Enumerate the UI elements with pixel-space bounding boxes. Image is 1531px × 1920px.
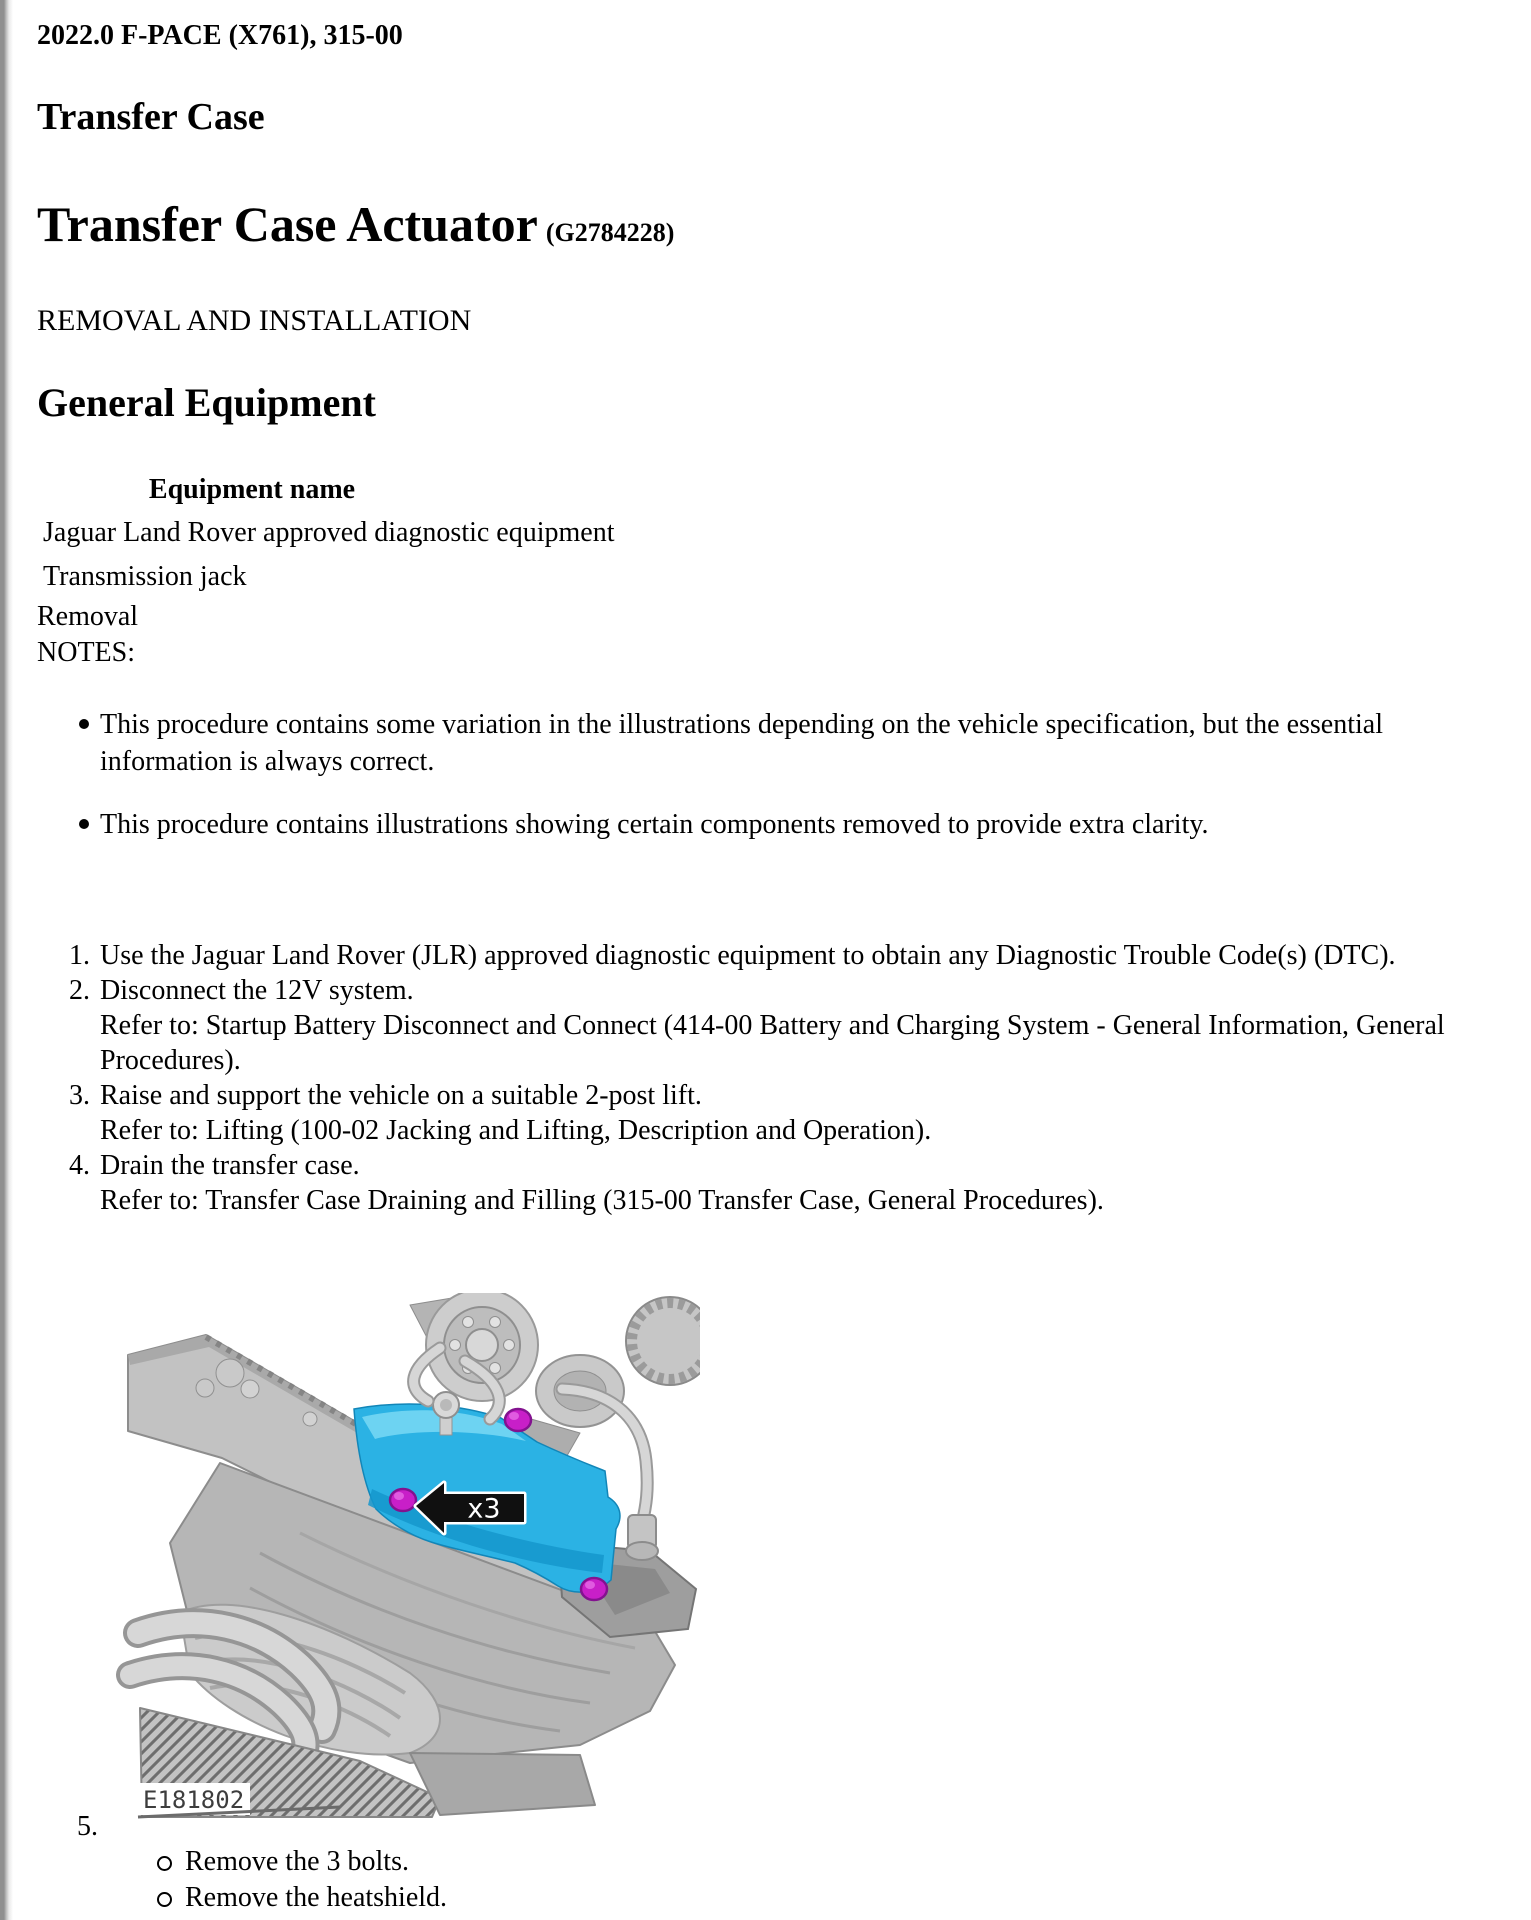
step-number: 3. xyxy=(69,1080,90,1111)
step-text: Disconnect the 12V system. xyxy=(100,975,414,1006)
step-number: 1. xyxy=(69,940,90,971)
note-text: This procedure contains illustrations showing certain components removed to provide extra clarity. xyxy=(100,809,1209,840)
step-text: Raise and support the vehicle on a suitable 2-post lift. xyxy=(100,1080,702,1111)
circle-bullet-icon xyxy=(157,1892,172,1907)
removal-heading: Removal xyxy=(37,601,139,632)
general-equipment-heading: General Equipment xyxy=(37,380,376,425)
substep-text: Remove the 3 bolts. xyxy=(185,1846,409,1877)
equipment-table-header: Equipment name xyxy=(148,474,356,505)
step-number: 2. xyxy=(69,975,90,1006)
notes-label: NOTES: xyxy=(37,637,135,668)
step-refer: Refer to: Lifting (100-02 Jacking and Lifting, Description and Operation). xyxy=(100,1115,932,1146)
breadcrumb: 2022.0 F-PACE (X761), 315-00 xyxy=(37,20,403,51)
step-2 xyxy=(64,973,1464,1078)
bolt-icon xyxy=(390,1489,416,1511)
note-text: This procedure contains some variation in the illustrations depending on the vehicle specification, but the essential information is always correct. xyxy=(100,709,1383,777)
heatshield-figure xyxy=(110,1293,700,1820)
step-text: Drain the transfer case. xyxy=(100,1150,360,1181)
subtitle-removal-installation: REMOVAL AND INSTALLATION xyxy=(37,304,472,337)
step-3 xyxy=(64,1078,1464,1148)
bolt-icon xyxy=(505,1409,531,1431)
step-1 xyxy=(64,938,1464,973)
step-number: 4. xyxy=(69,1150,90,1181)
page-title-text: Transfer Case Actuator xyxy=(37,196,538,252)
page-title xyxy=(37,196,674,254)
substep-text: Remove the heatshield. xyxy=(185,1882,448,1913)
step-number: 5. xyxy=(77,1811,98,1842)
step-refer: Refer to: Startup Battery Disconnect and Connect (414-00 Battery and Charging System - General Information, General Procedures). xyxy=(100,1010,1445,1076)
procedure-steps xyxy=(64,938,1464,1218)
page-edge-shadow xyxy=(0,0,13,1920)
step-text: Use the Jaguar Land Rover (JLR) approved diagnostic equipment to obtain any Diagnostic Trouble Code(s) (DTC). xyxy=(100,940,1396,971)
figure-label-text: E181802 xyxy=(143,1786,245,1814)
step-4 xyxy=(64,1148,1464,1218)
equipment-row: Transmission jack xyxy=(43,561,247,592)
note-item xyxy=(37,706,1437,780)
x3-callout-text: x3 xyxy=(467,1493,501,1525)
page-title-code: (G2784228) xyxy=(545,218,675,247)
note-item xyxy=(37,806,1437,843)
transfer-case-illustration xyxy=(110,1293,700,1820)
bullet-icon xyxy=(79,819,89,829)
equipment-row: Jaguar Land Rover approved diagnostic equipment xyxy=(43,517,615,548)
circle-bullet-icon xyxy=(157,1856,172,1871)
step-refer: Refer to: Transfer Case Draining and Filling (315-00 Transfer Case, General Procedures). xyxy=(100,1185,1104,1216)
bullet-icon xyxy=(79,719,89,729)
bolt-icon xyxy=(581,1578,607,1600)
section-title: Transfer Case xyxy=(37,96,265,138)
